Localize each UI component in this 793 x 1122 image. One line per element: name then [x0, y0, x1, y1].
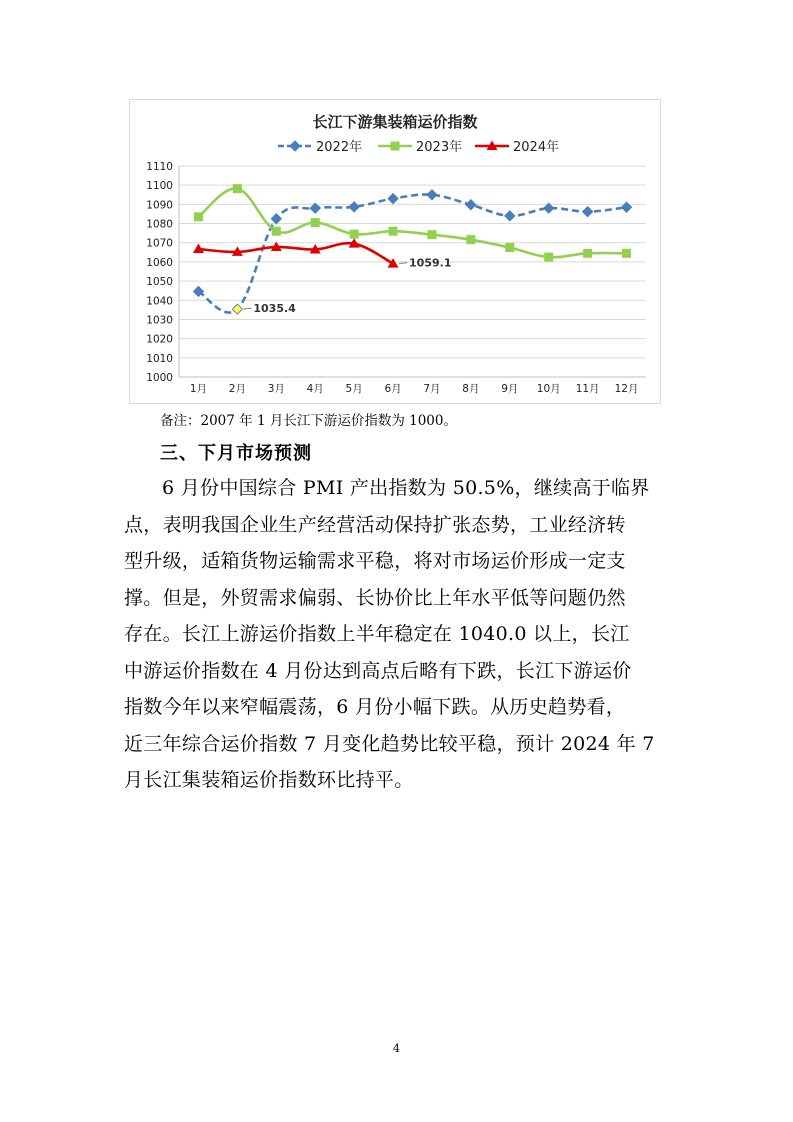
legend-label: 2024年: [513, 140, 560, 155]
line-chart: [130, 100, 660, 403]
chart-title: 长江下游集装箱运价指数: [312, 113, 478, 131]
x-tick-label: 11月: [575, 383, 600, 395]
paragraph-line: 存在。长江上游运价指数上半年稳定在 1040.0 以上，长江: [124, 623, 630, 645]
paragraph-line: 6 月份中国综合 PMI 产出指数为 50.5%，继续高于临界: [162, 477, 650, 499]
x-tick-label: 5月: [345, 383, 363, 395]
data-label: 1035.4: [253, 302, 296, 316]
data-point: [311, 218, 320, 227]
y-tick-label: 1000: [146, 372, 173, 384]
data-point: [232, 304, 242, 314]
legend-marker: [391, 142, 400, 151]
x-tick-label: 10月: [536, 383, 561, 395]
plot-area: [193, 184, 632, 315]
paragraph-line: 中游运价指数在 4 月份达到高点后略有下跌，长江下游运价: [124, 659, 632, 682]
y-tick-label: 1020: [146, 333, 173, 346]
data-point: [544, 253, 553, 262]
series-line-2024年: [198, 243, 393, 263]
chart-container: [129, 99, 661, 404]
y-tick-label: 1080: [146, 218, 173, 231]
x-tick-label: 6月: [384, 383, 402, 395]
chart-note: 备注：2007 年 1 月长江下游运价指数为 1000。: [160, 413, 457, 429]
paragraph-line: 撑。但是，外贸需求偏弱、长协价比上年水平低等问题仍然: [124, 586, 626, 609]
data-point: [583, 249, 592, 258]
data-point: [583, 207, 593, 217]
x-tick-label: 8月: [462, 383, 480, 395]
data-point: [466, 235, 475, 244]
x-tick-label: 7月: [423, 383, 441, 395]
y-tick-label: 1030: [146, 314, 173, 327]
y-tick-label: 1100: [146, 180, 173, 193]
annotation-leader: [399, 263, 407, 264]
y-tick-label: 1060: [146, 256, 173, 269]
forecast-paragraph: [124, 470, 670, 799]
section-title: 三、下月市场预测: [160, 443, 312, 464]
legend-label: 2022年: [316, 140, 363, 155]
annotation-leader: [243, 308, 251, 309]
data-point: [272, 227, 281, 236]
x-axis: [179, 377, 646, 395]
data-point: [622, 202, 632, 212]
y-axis: [146, 161, 179, 384]
data-point: [505, 243, 514, 252]
legend-label: 2023年: [416, 140, 463, 155]
page-number: 4: [393, 1042, 400, 1055]
paragraph-line: 型升级，适箱货物运输需求平稳，将对市场运价形成一定支: [124, 550, 626, 572]
x-tick-label: 2月: [228, 383, 246, 395]
y-tick-label: 1070: [146, 237, 173, 250]
data-point: [388, 194, 398, 204]
data-point: [505, 211, 515, 221]
data-point: [271, 214, 281, 224]
data-point: [389, 227, 398, 236]
chart-legend: [278, 139, 559, 155]
y-tick-label: 1050: [146, 276, 173, 289]
paragraph-line: 月长江集装箱运价指数环比持平。: [124, 769, 414, 791]
data-point: [427, 230, 436, 239]
y-tick-label: 1110: [146, 161, 173, 173]
y-tick-label: 1090: [146, 199, 173, 212]
data-point: [427, 190, 437, 200]
series-line-2022年: [198, 195, 626, 316]
data-point: [350, 230, 359, 239]
x-tick-label: 1月: [189, 383, 208, 395]
data-point: [349, 202, 359, 212]
legend-marker: [290, 141, 300, 151]
x-tick-label: 3月: [267, 383, 285, 395]
paragraph-line: 点，表明我国企业生产经营活动保持扩张态势，工业经济转: [124, 513, 626, 536]
data-point: [233, 184, 242, 193]
data-point: [622, 249, 631, 258]
y-tick-label: 1010: [146, 352, 173, 365]
x-tick-label: 9月: [501, 383, 519, 395]
x-tick-label: 4月: [306, 383, 324, 395]
data-point: [466, 200, 476, 210]
x-tick-label: 12月: [614, 383, 639, 395]
data-point: [194, 212, 203, 221]
paragraph-line: 近三年综合运价指数 7 月变化趋势比较平稳，预计 2024 年 7: [124, 732, 655, 755]
paragraph-line: 指数今年以来窄幅震荡，6 月份小幅下跌。从历史趋势看，: [124, 696, 626, 718]
y-tick-label: 1040: [146, 295, 173, 308]
data-label: 1059.1: [409, 256, 452, 270]
